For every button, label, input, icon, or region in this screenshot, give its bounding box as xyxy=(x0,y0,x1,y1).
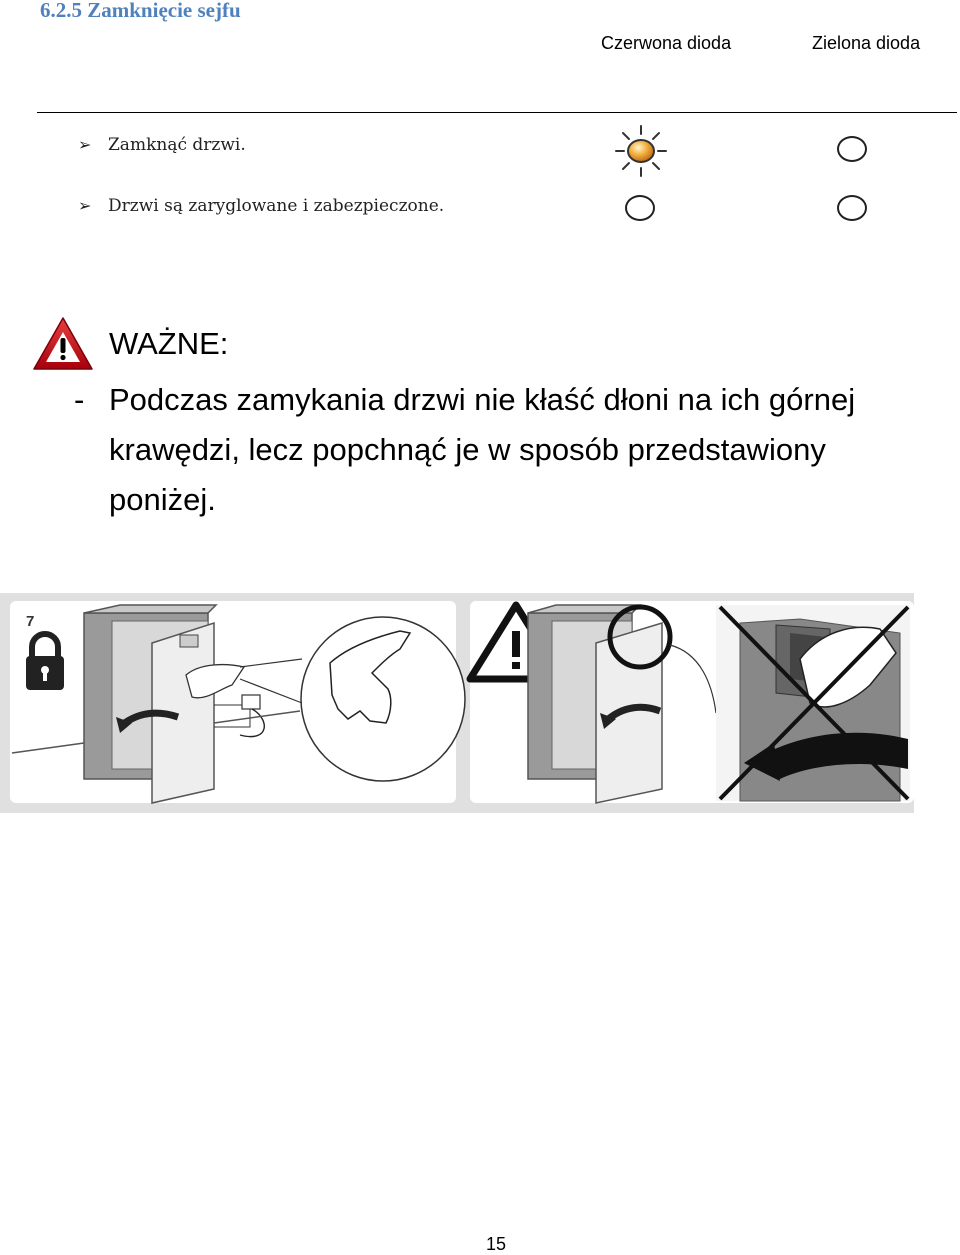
important-heading: WAŻNE: xyxy=(109,326,229,361)
column-header-green-led: Zielona dioda xyxy=(812,33,921,53)
red-led-off-icon xyxy=(625,195,655,221)
important-text: Podczas zamykania drzwi nie kłaść dłoni na ich górnej krawędzi, lecz popchnąć je w sposób przedstawiony poniżej. xyxy=(109,382,856,517)
step-text: Zamknąć drzwi. xyxy=(108,135,246,155)
arrow-bullet-icon: ➢ xyxy=(78,135,92,154)
step-number: 7 xyxy=(26,613,35,630)
green-led-off-icon xyxy=(837,195,867,221)
column-header-red-led: Czerwona dioda xyxy=(601,33,732,53)
warning-triangle-icon xyxy=(32,316,94,372)
safe-drawing xyxy=(528,605,662,803)
page-number: 15 xyxy=(486,1234,507,1254)
step-text: Drzwi są zaryglowane i zabezpieczone. xyxy=(108,196,445,216)
section-title: 6.2.5 Zamknięcie sejfu xyxy=(40,0,241,22)
table-rule xyxy=(37,112,957,113)
crossed-out-detail xyxy=(716,605,910,801)
step-row xyxy=(78,196,444,216)
important-note xyxy=(74,375,914,525)
arrow-bullet-icon: ➢ xyxy=(78,196,92,215)
red-led-blinking-icon xyxy=(612,124,670,178)
green-led-off-icon xyxy=(837,136,867,162)
step-row xyxy=(78,135,246,155)
list-dash: - xyxy=(74,382,85,417)
door-closing-illustration xyxy=(0,593,914,813)
